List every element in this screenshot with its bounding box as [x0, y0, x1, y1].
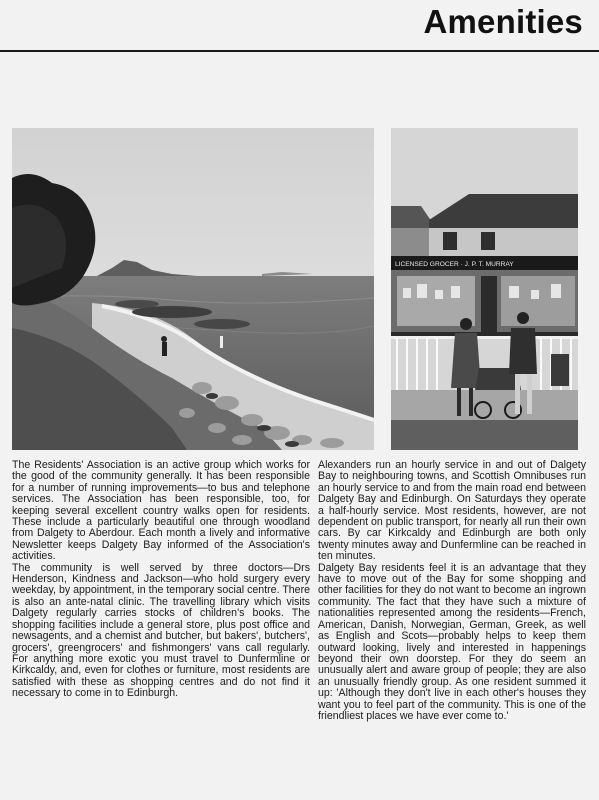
page-header [0, 0, 599, 54]
shop-sign-text: LICENSED GROCER · J. P. T. MURRAY [395, 261, 514, 268]
article-right-column [318, 460, 586, 722]
header-rule [0, 50, 599, 52]
paragraph: Alexanders run an hourly service in and out of Dalgety Bay to neighbouring towns, and Scottish Omnibuses run an hourly service to and from the main road end between Dalgety Bay and Edinburgh. On Saturdays they operate a half-hourly service. Most residents, however, are not dependent on public transport, for nearly all run their own cars. By car Kirkcaldy and Edinburgh are both only twenty minutes away and Dunfermline can be reached in ten minutes. [318, 459, 586, 563]
article-left-column [12, 460, 310, 700]
paragraph: The community is well served by three doctors—Drs Henderson, Kindness and Jackson—who hold surgery every weekday, by appointment, in the temporary social centre. There is also an ante-natal clinic. The travelling library which visits Dalgety regularly carries stocks of children's books. The shopping facilities include a general store, plus post office and newsagents, and a chemist and butcher, but bakers', butchers', grocers', greengrocers' and fishmongers' vans call regularly. For anything more exotic you must travel to Dunfermline or Kirkcaldy, and, even for clothes or furniture, most residents are satisfied with these as shopping centres and do not find it necessary to come in to Edinburgh. [12, 561, 310, 700]
paragraph: Dalgety Bay residents feel it is an advantage that they have to move out of the Bay for some shopping and other facilities for they do not want to become an ingrown community. The fact that they have such a mixture of nationalities represented among the residents—French, American, Danish, Norwegian, German, Greek, as well as English and Scots—probably helps to keep them outward looking, lively and interested in happenings beyond their own doorstep. For they do seem an unusually alert and aware group of people; they are also an unusually friendly group. As one resident summed it up: 'Although they don't live in each other's houses they want you to feel part of the community. This is one of the friendliest places we have ever come to.' [318, 561, 586, 722]
coastal-beach-photo [12, 128, 374, 450]
page-title: Amenities [423, 3, 583, 40]
village-shop-photo [391, 128, 578, 450]
paragraph: The Residents' Association is an active group which works for the good of the community generally. It has been responsible for a number of running improvements—to bus and telephone services. The Association has been responsible, too, for keeping several excellent country walks open for residents. These include a particularly beautiful one through woodland from Dalgety to Aberdour. Each month a lively and informative Newsletter keeps Dalgety Bay informed of the Association's activities. [12, 459, 310, 563]
